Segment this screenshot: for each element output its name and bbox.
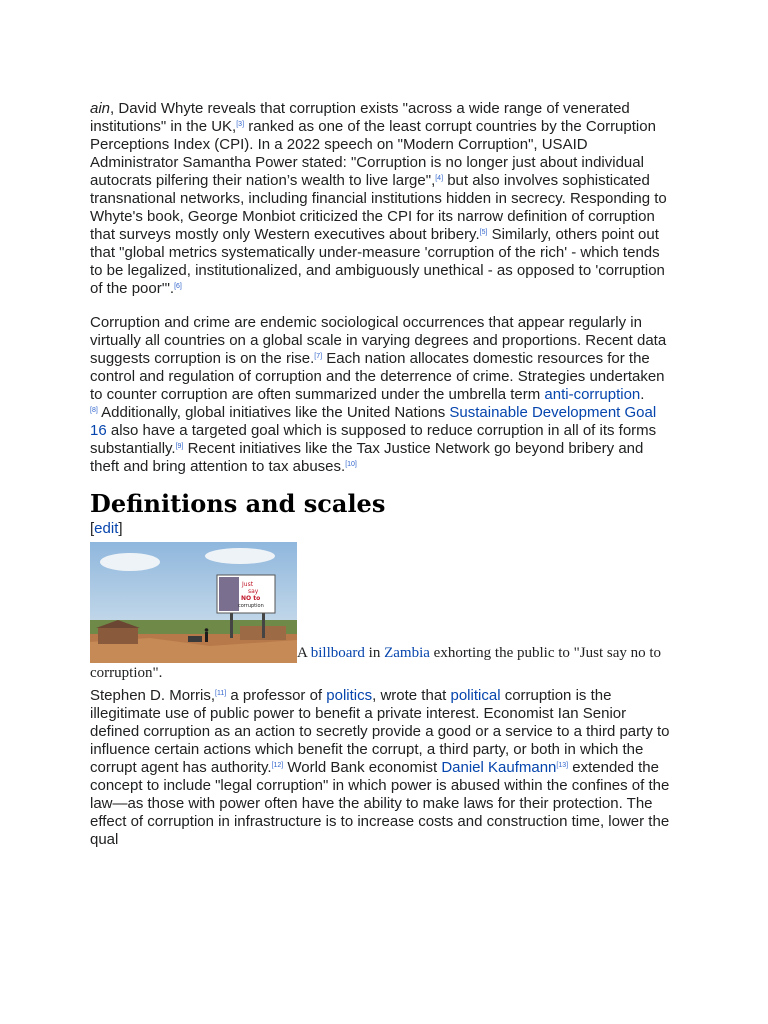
- text: Similarly, others point out that "global metrics systematically under-measure 'corruption of the rich' - which tends to be legalized, institutionalized, and ambiguously unethical - as opposed to 'corruption of the poor'".: [90, 226, 665, 297]
- text: Recent initiatives like the Tax Justice Network go beyond bribery and theft and bring attention to tax abuses.: [90, 440, 644, 475]
- billboard-text: corruption: [238, 603, 264, 609]
- edit-section: [90, 520, 674, 538]
- text: Additionally, global initiatives like the United Nations: [97, 404, 450, 421]
- citation-13[interactable]: [13]: [556, 762, 569, 769]
- link-sdg-16[interactable]: Sustainable Development Goal 16: [90, 404, 657, 439]
- text: Corruption and crime are endemic sociological occurrences that appear regularly in virtually all countries on a global scale in varying degrees and proportions. Recent data suggests corruption is on the rise.: [90, 314, 667, 367]
- billboard-photo-icon[interactable]: [90, 542, 297, 663]
- paragraph-intro: [90, 100, 674, 298]
- text: extended the concept to include "legal corruption" in which power is abused within the confines of the law—as those with power often have the ability to make laws for their protection. The effect of corruption in infrastructure is to increase costs and construction time, lower the qual: [90, 759, 670, 848]
- italic-fragment: ain: [90, 100, 111, 117]
- article-body: [90, 100, 674, 849]
- citation-6[interactable]: [6]: [174, 283, 182, 290]
- link-politics[interactable]: politics: [326, 687, 373, 704]
- caption-text: in: [364, 645, 385, 661]
- edit-link[interactable]: edit: [94, 520, 119, 537]
- text: Stephen D. Morris,: [90, 687, 216, 704]
- citation-9[interactable]: [9]: [175, 443, 184, 450]
- link-billboard[interactable]: billboard: [310, 645, 365, 661]
- section-heading: Definitions and scales: [90, 489, 386, 518]
- citation-3[interactable]: [3]: [236, 121, 245, 128]
- citation-4[interactable]: [4]: [435, 175, 444, 182]
- text: , wrote that: [372, 687, 451, 704]
- bracket: ]: [118, 520, 123, 537]
- link-zambia[interactable]: Zambia: [384, 645, 430, 661]
- text: .: [640, 386, 645, 403]
- billboard-text: NO to: [241, 595, 261, 602]
- citation-10[interactable]: [10]: [345, 461, 357, 468]
- text: , David Whyte reveals that corruption exists "across a wide range of venerated institutions" in the UK,: [90, 100, 630, 135]
- link-political[interactable]: political: [450, 687, 501, 704]
- link-daniel-kaufmann[interactable]: Daniel Kaufmann: [441, 759, 557, 776]
- paragraph-definitions: [90, 687, 674, 849]
- link-anti-corruption[interactable]: anti-corruption: [544, 386, 641, 403]
- text: a professor of: [226, 687, 327, 704]
- citation-8[interactable]: [8]: [90, 407, 98, 414]
- caption-text: exhorting the public to "Just say no to corruption".: [90, 645, 662, 681]
- text: also have a targeted goal which is supposed to reduce corruption in all of its forms substantially.: [90, 422, 657, 457]
- text: World Bank economist: [283, 759, 442, 776]
- citation-11[interactable]: [11]: [215, 690, 227, 697]
- text: but also involves sophisticated transnational networks, including financial institutions hidden in secrecy. Responding to Whyte's book, George Monbiot criticized the CPI for its narrow definition of corruption that surveys mostly only Western executives about bribery.: [90, 172, 667, 243]
- text: Each nation allocates domestic resources for the control and regulation of corruption and the deterrence of crime. Strategies undertaken to counter corruption are often summarized under the umbrella term: [90, 350, 665, 403]
- caption-text: A: [297, 645, 311, 661]
- billboard-text: say: [248, 588, 259, 595]
- citation-12[interactable]: [12]: [271, 762, 284, 769]
- text: corruption is the illegitimate use of public power to benefit a private interest. Economist Ian Senior defined corruption as an action to secretly provide a good or a service to a third party to influence certain actions which benefit the corrupt, a third party, or both in which the corrupt agent has authority.: [90, 687, 670, 776]
- paragraph-crime: [90, 314, 674, 476]
- bracket: [: [90, 520, 95, 537]
- text: ranked as one of the least corrupt countries by the Corruption Perceptions Index (CPI). In a 2022 speech on "Modern Corruption", USAID Administrator Samantha Power stated: "Corruption is no longer just about individual autocrats pilfering their nation’s wealth to live large",: [90, 118, 656, 189]
- citation-7[interactable]: [7]: [314, 353, 323, 360]
- citation-5[interactable]: [5]: [479, 229, 488, 236]
- figure: [90, 542, 674, 683]
- billboard-text: Just: [242, 581, 254, 588]
